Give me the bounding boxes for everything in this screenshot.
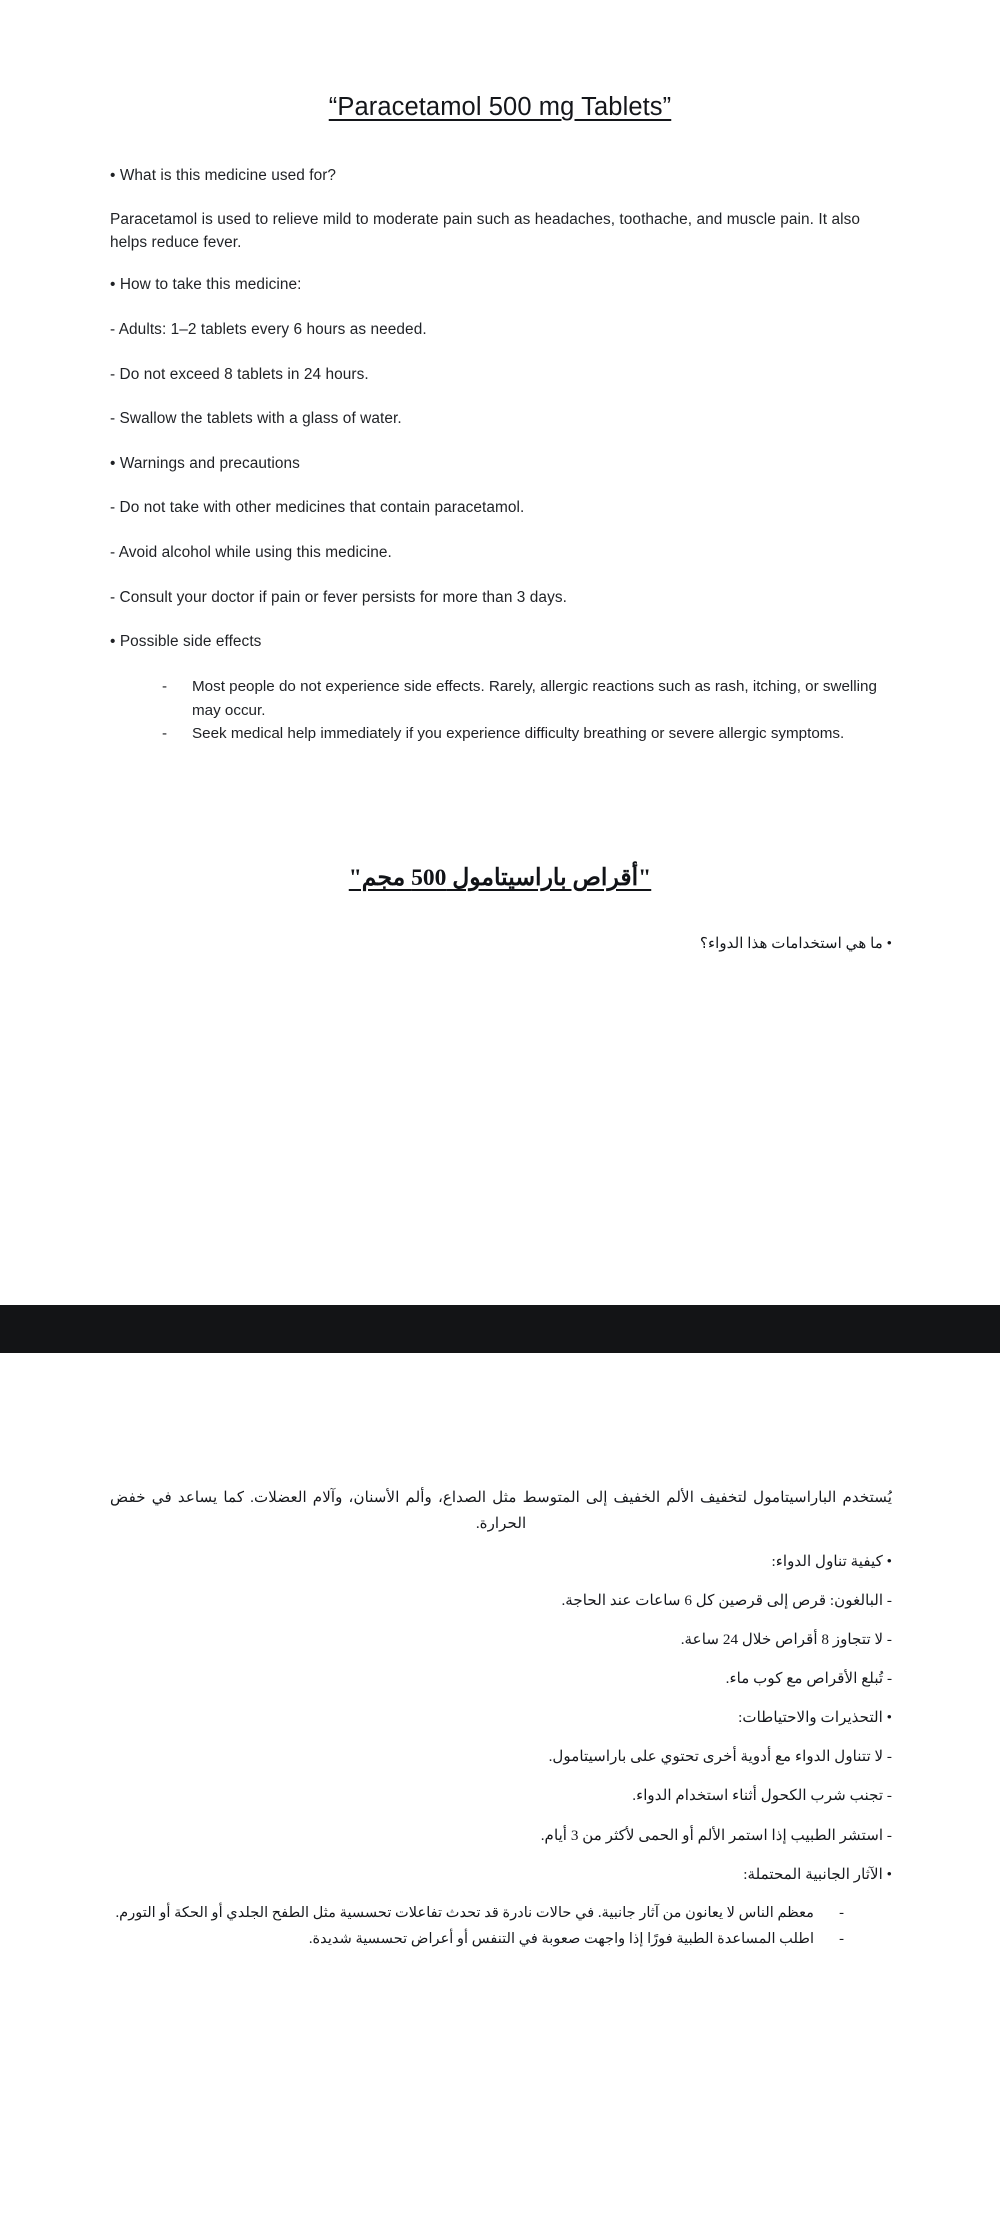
arabic-side-effects-item-text: اطلب المساعدة الطبية فورًا إذا واجهت صعوبة في التنفس أو أعراض تحسسية شديدة. bbox=[308, 1931, 814, 1948]
arabic-heading-uses bbox=[0, 934, 1000, 953]
arabic-how-to-take-item-1: - البالغون: قرص إلى قرصين كل 6 ساعات عند الحاجة. bbox=[561, 1591, 892, 1609]
english-body bbox=[0, 164, 1000, 745]
arabic-how-to-take-item-2: - لا تتجاوز 8 أقراص خلال 24 ساعة. bbox=[680, 1630, 892, 1648]
side-effects-sublist-wrapper bbox=[110, 675, 892, 744]
arabic-side-effects-item bbox=[110, 1928, 892, 1951]
page-title-arabic bbox=[0, 863, 1000, 895]
page-break-divider bbox=[0, 1305, 1000, 1353]
arabic-paragraph-uses: يُستخدم الباراسيتامول لتخفيف الألم الخفيف إلى المتوسط مثل الصداع، وألم الأسنان، وآلام العضلات. كما يساعد في خفض الحرارة. bbox=[110, 1489, 892, 1532]
page-title-arabic-block bbox=[0, 863, 1000, 895]
arabic-section-heading-warnings: • التحذيرات والاحتياطات: bbox=[738, 1709, 892, 1727]
arabic-body bbox=[0, 1353, 1000, 1952]
arabic-how-to-take-item-3: - تُبلع الأقراص مع كوب ماء. bbox=[725, 1670, 892, 1688]
dash-marker-icon: - bbox=[162, 724, 168, 742]
page-title-english-text: “Paracetamol 500 mg Tablets” bbox=[328, 93, 672, 121]
page-title-arabic-text: "أقراص باراسيتامول 500 مجم" bbox=[348, 864, 652, 891]
warnings-item-3: - Consult your doctor if pain or fever persists for more than 3 days. bbox=[110, 588, 567, 606]
arabic-heading-uses-text: • ما هي استخدامات هذا الدواء؟ bbox=[699, 935, 892, 953]
warnings-item-2: - Avoid alcohol while using this medicine. bbox=[110, 544, 392, 562]
how-to-take-item-2: - Do not exceed 8 tablets in 24 hours. bbox=[110, 365, 369, 383]
arabic-section-heading-side-effects: • الآثار الجانبية المحتملة: bbox=[743, 1865, 892, 1883]
side-effects-sublist bbox=[110, 675, 892, 744]
arabic-side-effects-item-text: معظم الناس لا يعانون من آثار جانبية. في حالات نادرة قد تحدث تفاعلات تحسسية مثل الطفح الجلدي أو الحكة أو التورم. bbox=[115, 1904, 814, 1921]
paragraph-uses: Paracetamol is used to relieve mild to moderate pain such as headaches, toothache, and muscle pain. It also helps reduce fever. bbox=[110, 211, 860, 252]
arabic-warnings-item-1: - لا تتناول الدواء مع أدوية أخرى تحتوي على باراسيتامول. bbox=[548, 1748, 892, 1766]
section-heading-side-effects: • Possible side effects bbox=[110, 633, 262, 651]
section-heading-uses: • What is this medicine used for? bbox=[110, 166, 337, 184]
side-effects-item-text: Seek medical help immediately if you experience difficulty breathing or severe allergic symptoms. bbox=[192, 724, 845, 742]
arabic-side-effects-sublist bbox=[110, 1902, 892, 1952]
dash-marker-icon: - bbox=[839, 1904, 844, 1921]
side-effects-item bbox=[110, 675, 892, 721]
side-effects-item-text: Most people do not experience side effects. Rarely, allergic reactions such as rash, itching, or swelling may occur. bbox=[192, 678, 877, 719]
side-effects-item bbox=[110, 722, 892, 745]
arabic-side-effects-item bbox=[110, 1902, 892, 1925]
dash-marker-icon: - bbox=[839, 1931, 844, 1948]
warnings-item-1: - Do not take with other medicines that contain paracetamol. bbox=[110, 499, 525, 517]
arabic-warnings-item-2: - تجنب شرب الكحول أثناء استخدام الدواء. bbox=[632, 1787, 892, 1805]
how-to-take-item-3: - Swallow the tablets with a glass of water. bbox=[110, 410, 402, 428]
page-title-english bbox=[0, 0, 1000, 123]
how-to-take-item-1: - Adults: 1–2 tablets every 6 hours as needed. bbox=[110, 321, 427, 339]
section-heading-how-to-take: • How to take this medicine: bbox=[110, 276, 302, 294]
dash-marker-icon: - bbox=[162, 678, 168, 696]
arabic-warnings-item-3: - استشر الطبيب إذا استمر الألم أو الحمى لأكثر من 3 أيام. bbox=[540, 1826, 892, 1844]
section-heading-warnings: • Warnings and precautions bbox=[110, 454, 300, 472]
arabic-section-heading-how-to-take: • كيفية تناول الدواء: bbox=[771, 1552, 892, 1570]
arabic-page bbox=[0, 1353, 1000, 2172]
